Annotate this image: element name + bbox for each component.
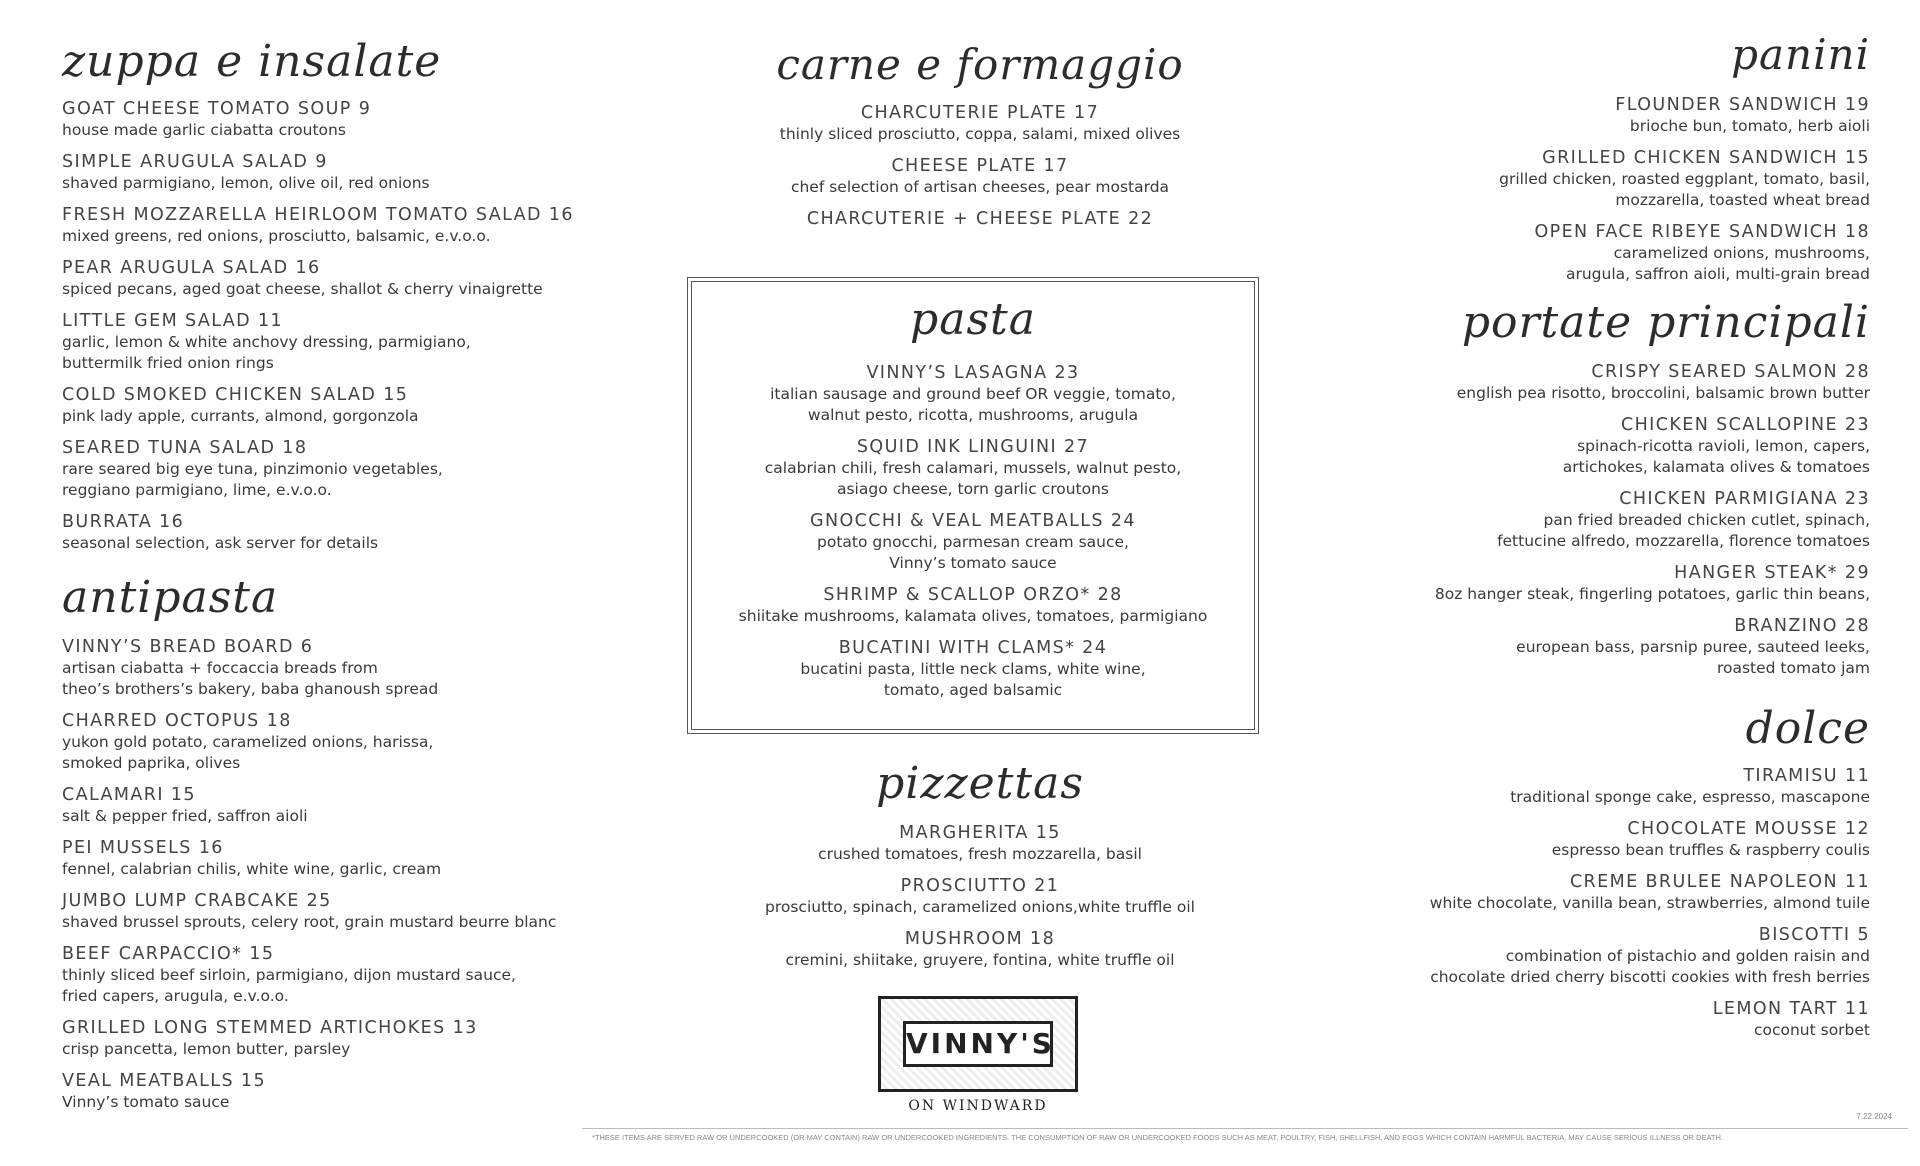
menu-item-name: JUMBO LUMP CRABCAKE 25 xyxy=(62,891,332,911)
menu-item xyxy=(62,943,602,1007)
menu-item xyxy=(1380,871,1870,914)
menu-item xyxy=(700,822,1260,865)
menu-item-description: cremini, shiitake, gruyere, fontina, white truffle oil xyxy=(785,951,1175,969)
menu-item xyxy=(1380,998,1870,1041)
menu-item-name: CRISPY SEARED SALMON 28 xyxy=(1591,362,1870,382)
menu-item-description: english pea risotto, broccolini, balsamic brown butter xyxy=(1456,384,1870,402)
menu-item-name: COLD SMOKED CHICKEN SALAD 15 xyxy=(62,385,409,405)
menu-item xyxy=(62,890,602,933)
menu-item-name: TIRAMISU 11 xyxy=(1743,766,1870,786)
menu-item xyxy=(688,637,1258,701)
menu-item-name: SEARED TUNA SALAD 18 xyxy=(62,438,308,458)
menu-item xyxy=(62,1070,602,1113)
menu-item-name: FRESH MOZZARELLA HEIRLOOM TOMATO SALAD 16 xyxy=(62,205,574,225)
menu-item xyxy=(62,384,602,427)
menu-item-description: chef selection of artisan cheeses, pear mostarda xyxy=(790,178,1170,196)
menu-item-description: prosciutto, spinach, caramelized onions,white truffle oil xyxy=(765,898,1195,916)
menu-item xyxy=(1380,765,1870,808)
menu-item-description: thinly sliced beef sirloin, parmigiano, dijon mustard sauce, fried capers, arugula, e.v.o.o. xyxy=(62,966,516,1005)
menu-item-name: GNOCCHI & VEAL MEATBALLS 24 xyxy=(810,511,1136,531)
menu-item xyxy=(1380,615,1870,679)
menu-item xyxy=(62,511,602,554)
menu-item-name: BEEF CARPACCIO* 15 xyxy=(62,944,275,964)
menu-item-name: SIMPLE ARUGULA SALAD 9 xyxy=(62,152,328,172)
menu-item-name: CREME BRULEE NAPOLEON 11 xyxy=(1569,872,1870,892)
menu-item-name: BISCOTTI 5 xyxy=(1758,925,1870,945)
portate-list xyxy=(1380,361,1870,679)
date-code: 7.22.2024 xyxy=(1856,1112,1892,1121)
menu-item-description: pink lady apple, currants, almond, gorgonzola xyxy=(62,407,419,425)
menu-item-description: brioche bun, tomato, herb aioli xyxy=(1629,117,1870,135)
menu-item-description: shiitake mushrooms, kalamata olives, tomatoes, parmigiano xyxy=(738,607,1208,625)
menu-item-description: bucatini pasta, little neck clams, white wine, tomato, aged balsamic xyxy=(800,660,1146,699)
menu-item-description: calabrian chili, fresh calamari, mussels, walnut pesto, asiago cheese, torn garlic croutons xyxy=(764,459,1182,498)
menu-item xyxy=(62,437,602,501)
menu-item xyxy=(1380,361,1870,404)
right-column xyxy=(1380,0,1870,1051)
menu-item-description: salt & pepper fried, saffron aioli xyxy=(62,807,308,825)
menu-item-name: CHEESE PLATE 17 xyxy=(891,156,1069,176)
menu-item-name: GRILLED CHICKEN SANDWICH 15 xyxy=(1542,148,1870,168)
menu-item xyxy=(1380,488,1870,552)
left-column xyxy=(62,0,602,1123)
menu-item-name: GRILLED LONG STEMMED ARTICHOKES 13 xyxy=(62,1018,478,1038)
menu-item-name: VINNY’S BREAD BOARD 6 xyxy=(62,637,314,657)
pasta-box xyxy=(687,277,1259,734)
menu-item-name: CHOCOLATE MOUSSE 12 xyxy=(1627,819,1870,839)
menu-item-name: CALAMARI 15 xyxy=(62,785,196,805)
middle-column xyxy=(700,0,1260,240)
menu-item xyxy=(62,837,602,880)
menu-item xyxy=(62,151,602,194)
menu-item-name: LEMON TART 11 xyxy=(1712,999,1870,1019)
menu-item xyxy=(62,784,602,827)
menu-item-description: shaved brussel sprouts, celery root, grain mustard beurre blanc xyxy=(62,913,557,931)
pasta-heading: pasta xyxy=(910,294,1036,345)
menu-item-description: seasonal selection, ask server for details xyxy=(62,534,379,552)
menu-item xyxy=(1380,818,1870,861)
dolce-heading: dolce xyxy=(1745,703,1870,754)
menu-item-description: european bass, parsnip puree, sauteed leeks, roasted tomato jam xyxy=(1516,638,1870,677)
menu-item xyxy=(1380,562,1870,605)
carne-list xyxy=(700,102,1260,230)
menu-item xyxy=(1380,414,1870,478)
menu-item-description: Vinny’s tomato sauce xyxy=(62,1093,230,1111)
menu-item-name: CHARCUTERIE PLATE 17 xyxy=(860,103,1100,123)
antipasta-list xyxy=(62,636,602,1113)
menu-item-description: thinly sliced prosciutto, coppa, salami, mixed olives xyxy=(779,125,1181,143)
menu-item-description: artisan ciabatta + foccaccia breads from theo’s brothers’s bakery, baba ghanoush spread xyxy=(62,659,439,698)
menu-item-description: crushed tomatoes, fresh mozzarella, basil xyxy=(818,845,1142,863)
menu-item-description: potato gnocchi, parmesan cream sauce, Vinny’s tomato sauce xyxy=(817,533,1129,572)
panini-list xyxy=(1380,94,1870,285)
menu-item-description: coconut sorbet xyxy=(1753,1021,1870,1039)
menu-item-description: 8oz hanger steak, fingerling potatoes, garlic thin beans, xyxy=(1434,585,1870,603)
menu-item-description: yukon gold potato, caramelized onions, harissa, smoked paprika, olives xyxy=(62,733,434,772)
menu-item xyxy=(62,204,602,247)
antipasta-heading: antipasta xyxy=(62,572,279,623)
pasta-list xyxy=(688,362,1258,701)
menu-item xyxy=(62,710,602,774)
menu-item xyxy=(62,257,602,300)
menu-item xyxy=(700,102,1260,145)
menu-item-description: espresso bean truffles & raspberry coulis xyxy=(1551,841,1870,859)
menu-item xyxy=(700,875,1260,918)
menu-item-name: CHICKEN SCALLOPINE 23 xyxy=(1621,415,1870,435)
menu-item-description: crisp pancetta, lemon butter, parsley xyxy=(62,1040,351,1058)
menu-item-name: GOAT CHEESE TOMATO SOUP 9 xyxy=(62,99,372,119)
menu-item-description: grilled chicken, roasted eggplant, tomato, basil, mozzarella, toasted wheat bread xyxy=(1499,170,1870,209)
menu-item-name: CHARCUTERIE + CHEESE PLATE 22 xyxy=(806,209,1154,229)
menu-item xyxy=(688,584,1258,627)
pizzettas-section xyxy=(700,758,1260,981)
panini-heading: panini xyxy=(1731,30,1870,79)
menu-item xyxy=(700,208,1260,230)
menu-item xyxy=(62,636,602,700)
vinnys-logo xyxy=(878,996,1078,1092)
carne-heading: carne e formaggio xyxy=(776,40,1184,89)
menu-item xyxy=(1380,221,1870,285)
menu-item-name: VEAL MEATBALLS 15 xyxy=(62,1071,266,1091)
pizzettas-list xyxy=(700,822,1260,971)
menu-item-name: MUSHROOM 18 xyxy=(904,929,1056,949)
portate-heading: portate principali xyxy=(1461,297,1870,348)
menu-item-name: VINNY’S LASAGNA 23 xyxy=(866,363,1080,383)
menu-item-name: FLOUNDER SANDWICH 19 xyxy=(1615,95,1870,115)
menu-item xyxy=(688,436,1258,500)
logo-subtitle: ON WINDWARD xyxy=(908,1098,1048,1114)
menu-item-description: house made garlic ciabatta croutons xyxy=(62,121,346,139)
menu-item xyxy=(1380,147,1870,211)
menu-item-name: HANGER STEAK* 29 xyxy=(1674,563,1870,583)
menu-item xyxy=(1380,94,1870,137)
menu-item-name: BURRATA 16 xyxy=(62,512,185,532)
zuppa-list xyxy=(62,98,602,554)
menu-item-name: OPEN FACE RIBEYE SANDWICH 18 xyxy=(1534,222,1870,242)
menu-item-name: MARGHERITA 15 xyxy=(899,823,1061,843)
menu-item xyxy=(688,362,1258,426)
menu-item-name: BUCATINI WITH CLAMS* 24 xyxy=(838,638,1108,658)
disclaimer-text: *THESE ITEMS ARE SERVED RAW OR UNDERCOOKED (OR MAY CONTAIN) RAW OR UNDERCOOKED INGREDIENTS. THE CONSUMPTION OF RAW OR UNDERCOOKED FOODS SUCH AS MEAT, POULTRY, FISH, SHELLFISH, AND EGGS WHICH CONTAIN HARMFUL BACTERIA, MAY CAUSE SERIOUS ILLNESS OR DEATH. xyxy=(592,1133,1723,1142)
menu-item-name: PROSCIUTTO 21 xyxy=(900,876,1060,896)
menu-item xyxy=(62,1017,602,1060)
menu-item-name: SHRIMP & SCALLOP ORZO* 28 xyxy=(823,585,1123,605)
menu-item-description: italian sausage and ground beef OR veggie, tomato, walnut pesto, ricotta, mushrooms, arugula xyxy=(770,385,1176,424)
menu-item-description: rare seared big eye tuna, pinzimonio vegetables, reggiano parmigiano, lime, e.v.o.o. xyxy=(62,460,443,499)
menu-item-description: spinach-ricotta ravioli, lemon, capers, artichokes, kalamata olives & tomatoes xyxy=(1562,437,1870,476)
menu-item-description: white chocolate, vanilla bean, strawberries, almond tuile xyxy=(1429,894,1870,912)
menu-item xyxy=(688,510,1258,574)
menu-item xyxy=(62,98,602,141)
logo-text: VINNY'S xyxy=(903,1021,1053,1067)
menu-item xyxy=(700,155,1260,198)
menu-item-description: traditional sponge cake, espresso, mascapone xyxy=(1510,788,1870,806)
menu-item-name: BRANZINO 28 xyxy=(1734,616,1870,636)
menu-item-description: shaved parmigiano, lemon, olive oil, red onions xyxy=(62,174,430,192)
menu-item xyxy=(700,928,1260,971)
menu-item-description: pan fried breaded chicken cutlet, spinach, fettucine alfredo, mozzarella, florence tomatoes xyxy=(1497,511,1870,550)
menu-item xyxy=(1380,924,1870,988)
menu-item-description: mixed greens, red onions, prosciutto, balsamic, e.v.o.o. xyxy=(62,227,491,245)
menu-item xyxy=(62,310,602,374)
menu-item-name: PEAR ARUGULA SALAD 16 xyxy=(62,258,321,278)
zuppa-heading: zuppa e insalate xyxy=(62,36,442,87)
menu-item-description: spiced pecans, aged goat cheese, shallot & cherry vinaigrette xyxy=(62,280,543,298)
pizzettas-heading: pizzettas xyxy=(876,758,1084,809)
dolce-list xyxy=(1380,765,1870,1041)
menu-item-name: CHARRED OCTOPUS 18 xyxy=(62,711,292,731)
menu-item-description: combination of pistachio and golden raisin and chocolate dried cherry biscotti cookies with fresh berries xyxy=(1430,947,1870,986)
menu-item-name: LITTLE GEM SALAD 11 xyxy=(62,311,284,331)
menu-item-description: fennel, calabrian chilis, white wine, garlic, cream xyxy=(62,860,442,878)
menu-item-name: CHICKEN PARMIGIANA 23 xyxy=(1619,489,1870,509)
menu-item-name: PEI MUSSELS 16 xyxy=(62,838,224,858)
menu-item-description: caramelized onions, mushrooms, arugula, saffron aioli, multi-grain bread xyxy=(1565,244,1870,283)
menu-item-name: SQUID INK LINGUINI 27 xyxy=(856,437,1090,457)
menu-item-description: garlic, lemon & white anchovy dressing, parmigiano, buttermilk fried onion rings xyxy=(62,333,471,372)
footer-rule xyxy=(582,1128,1908,1129)
